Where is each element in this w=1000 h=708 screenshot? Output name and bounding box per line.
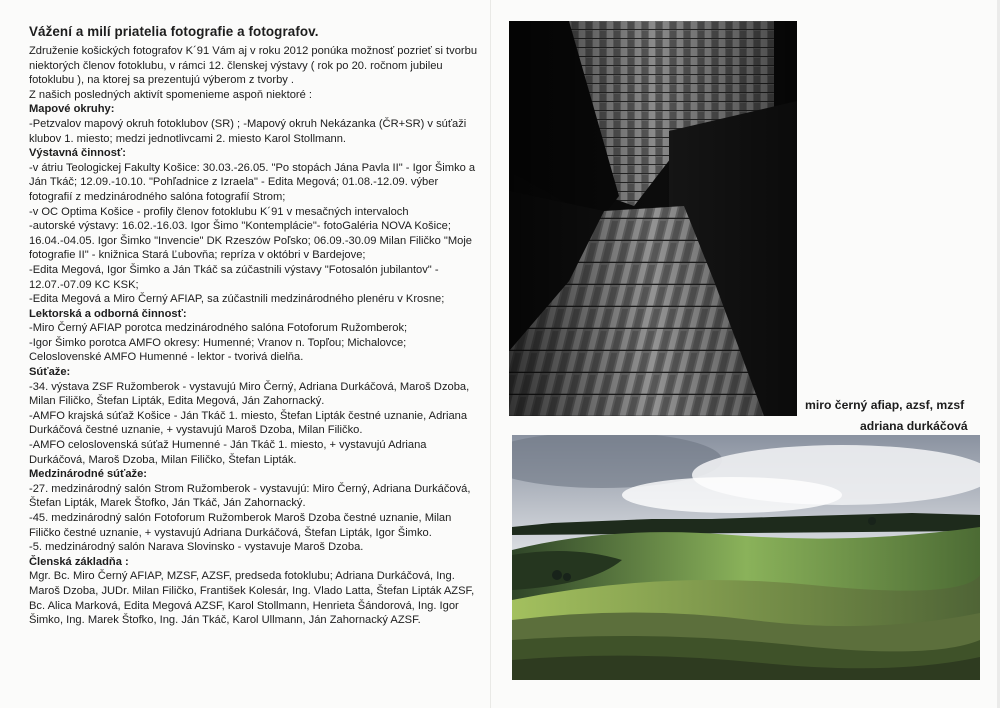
text-column bbox=[29, 24, 481, 628]
paragraph: -AMFO krajská súťaž Košice - Ján Tkáč 1. miesto, Štefan Lipták čestné uznanie, Adriana Durkáčová čestné uznanie, + vystavujú Maroš Dzoba, Milan Filičko. bbox=[29, 409, 468, 437]
paragraph: -Miro Černý AFIAP porotca medzinárodného salóna Fotoforum Ružomberok; bbox=[29, 322, 408, 335]
paragraph: -Igor Šimko porotca AMFO okresy: Humenné; Vranov n. Topľou; Michalovce; Celoslovenské AMFO Humenné - lektor - tvorivá dielňa. bbox=[29, 336, 407, 364]
section-heading: Členská základňa : bbox=[29, 555, 129, 568]
paragraph: -34. výstava ZSF Ružomberok - vystavujú Miro Černý, Adriana Durkáčová, Maroš Dzoba, Milan Filičko, Štefan Lipták, Edita Megová, Ján Zahornacký. bbox=[29, 380, 470, 408]
paragraph: -5. medzinárodný salón Narava Slovinsko - vystavuje Maroš Dzoba. bbox=[29, 541, 364, 554]
section-heading: Súťaže: bbox=[29, 366, 71, 379]
section-heading: Výstavná činnosť: bbox=[29, 147, 126, 160]
paragraph: -Edita Megová a Miro Černý AFIAP, sa zúčastnili medzinárodného plenéru v Krosne; bbox=[29, 293, 445, 306]
bottom-photo-author-credit: adriana durkáčová bbox=[860, 419, 968, 433]
section-heading: Lektorská a odborná činnosť: bbox=[29, 307, 187, 320]
top-photo-author-credit: miro černý afiap, azsf, mzsf bbox=[805, 398, 965, 412]
letter-heading: Vážení a milí priatelia fotografie a fotografov. bbox=[29, 24, 319, 39]
paragraph: -v OC Optima Košice - profily členov fotoklubu K´91 v mesačných intervaloch bbox=[29, 205, 409, 218]
paragraph: -AMFO celoslovenská súťaž Humenné - Ján Tkáč 1. miesto, + vystavujú Adriana Durkáčová, Maroš Dzoba, Milan Filičko, Štefan Lipták. bbox=[29, 439, 427, 466]
paragraph: Združenie košických fotografov K´91 Vám aj v roku 2012 ponúka možnosť pozrieť si tvorbu niektorých členov fotoklubu, v rámci 12. členskej výstavy ( rok po 20. ročnom jubileu fotoklubu ), na ktorej sa prezentujú výberom z tvorby . bbox=[29, 45, 478, 87]
paragraph: Mgr. Bc. Miro Černý AFIAP, MZSF, AZSF, predseda fotoklubu; Adriana Durkáčová, Ing. Maroš Dzoba, JUDr. Milan Filičko, František Kolesár, Ing. Vlado Latta, Štefan Lipták AZSF, Bc. Alica Marková, Edita Megová AZSF, Karol Stollmann, Henrieta Šándorová, Ing. Igor Šimko, Ing. Marek Štofko, Ing. Ján Tkáč, Karol Ullmann, Ján Zahornacký AZSF. bbox=[29, 570, 475, 627]
paragraph: -27. medzinárodný salón Strom Ružomberok - vystavujú: Miro Černý, Adriana Durkáčová, Štefan Lipták, Marek Štofko, Ján Tkáč, Ján Zahornacký. bbox=[29, 482, 471, 510]
wooden-shingle-church-photo bbox=[509, 21, 797, 416]
rolling-hills-landscape-photo bbox=[512, 435, 980, 680]
paragraph: -Petzvalov mapový okruh fotoklubov (SR) ; -Mapový okruh Nekázanka (ČR+SR) v súťaži klubov 1. miesto; medzi jednotlivcami 2. miesto Karol Stollmann. bbox=[29, 117, 467, 145]
letter-body bbox=[29, 44, 481, 628]
section-heading: Medzinárodné súťaže: bbox=[29, 468, 147, 481]
paragraph: Z našich posledných aktivít spomenieme aspoň niektoré : bbox=[29, 88, 312, 101]
section-heading: Mapové okruhy: bbox=[29, 103, 115, 116]
paragraph: -45. medzinárodný salón Fotoforum Ružomberok Maroš Dzoba čestné uznanie, Milan Filičko čestné uznanie, + vystavujú Adriana Durkáčová, Štefan Lipták, Igor Šimko. bbox=[29, 512, 452, 539]
paragraph: -autorské výstavy: 16.02.-16.03. Igor Šimo "Kontemplácie"- fotoGaléria NOVA Košice; 16.04.-04.05. Igor Šimko "Invencie" DK Rzeszów Poľsko; 06.09.-30.09 Milan Filičko "Moje fotografie II" - knižnica Stará Ľubovňa; repríza v októbri v Bardejove; bbox=[29, 220, 472, 262]
paragraph: -Edita Megová, Igor Šimko a Ján Tkáč sa zúčastnili výstavy "Fotosalón jubilantov" - 12.07.-07.09 KC KSK; bbox=[29, 263, 439, 291]
page-fold bbox=[490, 0, 491, 708]
paragraph: -v átriu Teologickej Fakulty Košice: 30.03.-26.05. "Po stopách Jána Pavla II" - Igor Šimko a Ján Tkáč; 12.09.-10.10. "Pohľadnice z Izraela" - Edita Megová; 01.08.-12.09. výber fotografií z medzinárodného salóna fotografií Strom; bbox=[29, 161, 476, 203]
